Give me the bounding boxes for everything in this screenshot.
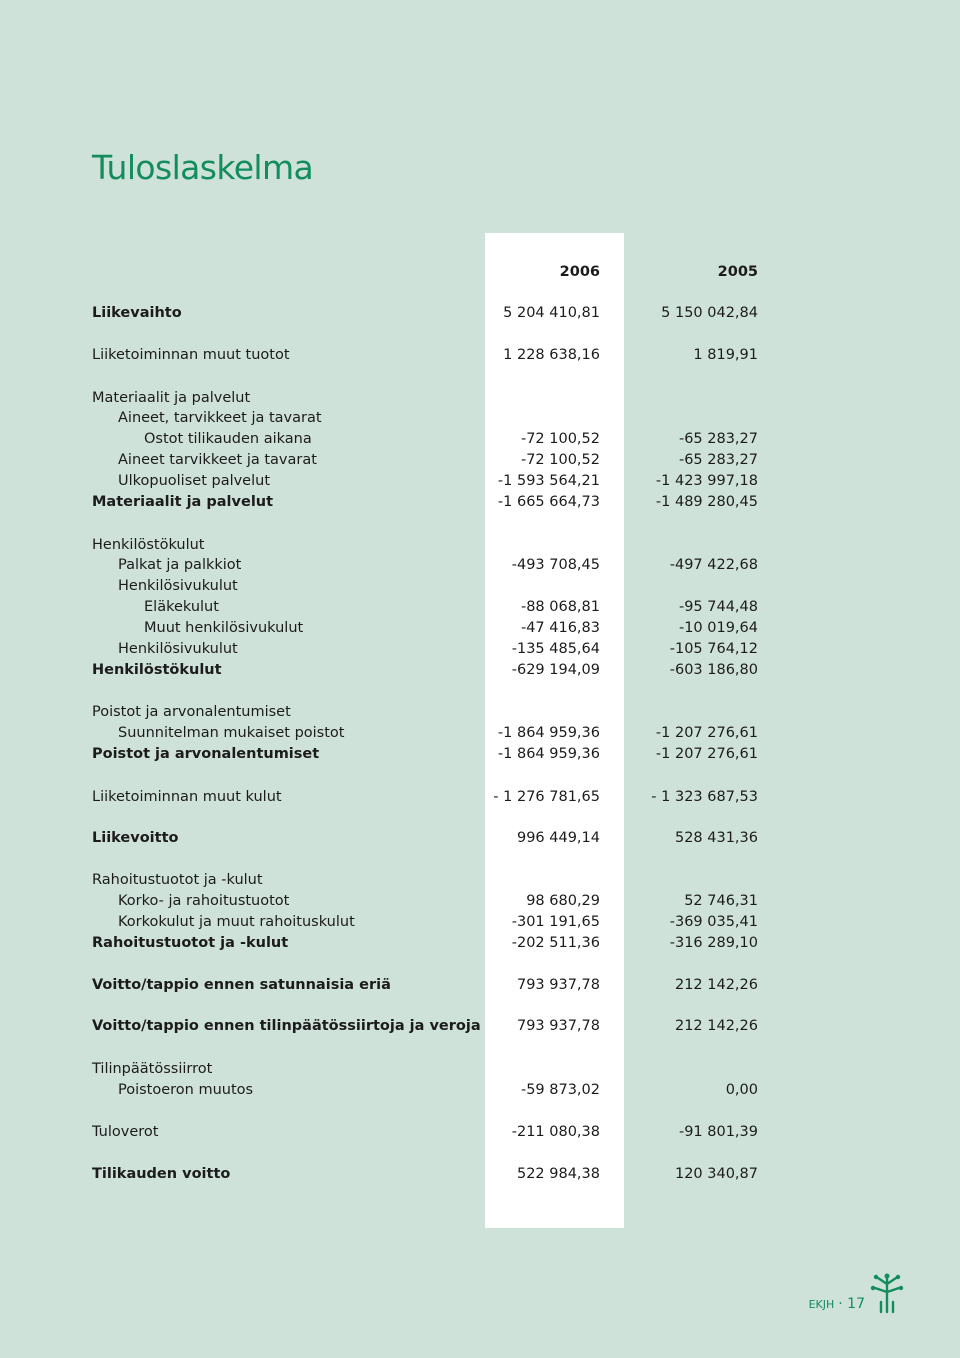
footer-brand: EKJH <box>808 1298 835 1311</box>
table-row <box>0 723 960 743</box>
value-2006: -72 100,52 <box>520 452 600 468</box>
footer-separator: · <box>838 1296 843 1312</box>
table-row <box>0 303 960 323</box>
row-label: Voitto/tappio ennen tilinpäätössiirtoja ja veroja <box>92 1018 481 1034</box>
table-row <box>0 408 960 428</box>
value-2006: -629 194,09 <box>511 662 600 678</box>
row-label: Rahoitustuotot ja -kulut <box>92 935 289 951</box>
row-label: Poistot ja arvonalentumiset <box>92 746 320 762</box>
value-2005: -497 422,68 <box>669 557 758 573</box>
value-2006: -301 191,65 <box>511 914 600 930</box>
row-label: Liikevoitto <box>92 830 179 846</box>
table-row <box>0 870 960 890</box>
table-row <box>0 1080 960 1100</box>
value-2006: 522 984,38 <box>516 1166 600 1182</box>
row-label: Materiaalit ja palvelut <box>92 494 274 510</box>
value-2005: -65 283,27 <box>678 452 758 468</box>
value-2006: -211 080,38 <box>511 1124 600 1140</box>
value-2005: -316 289,10 <box>669 935 758 951</box>
row-label: Eläkekulut <box>144 599 219 615</box>
row-label: Poistot ja arvonalentumiset <box>92 704 291 720</box>
value-2006: - 1 276 781,65 <box>493 789 600 805</box>
table-row <box>0 1059 960 1079</box>
value-2006: 996 449,14 <box>516 830 600 846</box>
row-label: Henkilösivukulut <box>118 578 238 594</box>
value-2005: -1 207 276,61 <box>655 725 758 741</box>
value-2006: -88 068,81 <box>520 599 600 615</box>
table-row <box>0 597 960 617</box>
value-2006: -135 485,64 <box>511 641 600 657</box>
value-2005: - 1 323 687,53 <box>651 789 758 805</box>
row-label: Poistoeron muutos <box>118 1082 254 1098</box>
row-label: Rahoitustuotot ja -kulut <box>92 872 263 888</box>
value-2005: -105 764,12 <box>669 641 758 657</box>
value-2006: 1 228 638,16 <box>503 347 600 363</box>
row-label: Materiaalit ja palvelut <box>92 390 251 406</box>
value-2005: 212 142,26 <box>674 1018 758 1034</box>
year-header-2006: 2006 <box>559 264 600 280</box>
value-2006: -1 665 664,73 <box>497 494 600 510</box>
table-row <box>0 1164 960 1184</box>
table-row <box>0 1016 960 1036</box>
row-label: Henkilöstökulut <box>92 662 222 678</box>
value-2006: -59 873,02 <box>520 1082 600 1098</box>
value-2005: 120 340,87 <box>674 1166 758 1182</box>
row-label: Ostot tilikauden aikana <box>144 431 312 447</box>
value-2005: -369 035,41 <box>669 914 758 930</box>
table-row <box>0 429 960 449</box>
table-row <box>0 639 960 659</box>
page-number: 17 <box>847 1296 865 1312</box>
value-2006: -202 511,36 <box>511 935 600 951</box>
value-2006: 793 937,78 <box>516 1018 600 1034</box>
value-2006: -72 100,52 <box>520 431 600 447</box>
table-row <box>0 660 960 680</box>
row-label: Liiketoiminnan muut tuotot <box>92 347 290 363</box>
table-row <box>0 744 960 764</box>
row-label: Suunnitelman mukaiset poistot <box>118 725 345 741</box>
value-2005: -603 186,80 <box>669 662 758 678</box>
value-2005: 1 819,91 <box>693 347 758 363</box>
table-row <box>0 933 960 953</box>
page-footer <box>809 1296 865 1312</box>
value-2005: -1 207 276,61 <box>655 746 758 762</box>
row-label: Aineet, tarvikkeet ja tavarat <box>118 410 322 426</box>
row-label: Muut henkilösivukulut <box>144 620 304 636</box>
value-2005: 212 142,26 <box>674 977 758 993</box>
page-title: Tuloslaskelma <box>92 148 314 187</box>
value-2005: 528 431,36 <box>674 830 758 846</box>
year-header-row <box>0 262 960 282</box>
value-2005: -95 744,48 <box>678 599 758 615</box>
table-row <box>0 912 960 932</box>
value-2006: -493 708,45 <box>511 557 600 573</box>
table-row <box>0 388 960 408</box>
row-label: Henkilöstökulut <box>92 537 205 553</box>
row-label: Liikevaihto <box>92 305 182 321</box>
table-row <box>0 975 960 995</box>
value-2005: -1 489 280,45 <box>655 494 758 510</box>
table-row <box>0 535 960 555</box>
value-2006: -1 864 959,36 <box>497 725 600 741</box>
table-row <box>0 618 960 638</box>
row-label: Korkokulut ja muut rahoituskulut <box>118 914 355 930</box>
row-label: Aineet tarvikkeet ja tavarat <box>118 452 317 468</box>
value-2005: -10 019,64 <box>678 620 758 636</box>
value-2006: -1 864 959,36 <box>497 746 600 762</box>
value-2005: -1 423 997,18 <box>655 473 758 489</box>
tree-logo-icon <box>870 1272 904 1316</box>
row-label: Ulkopuoliset palvelut <box>118 473 271 489</box>
value-2005: -65 283,27 <box>678 431 758 447</box>
row-label: Palkat ja palkkiot <box>118 557 242 573</box>
value-2006: 5 204 410,81 <box>503 305 600 321</box>
table-row <box>0 471 960 491</box>
value-2005: 0,00 <box>725 1082 758 1098</box>
table-row <box>0 450 960 470</box>
row-label: Korko- ja rahoitustuotot <box>118 893 290 909</box>
value-2006: 793 937,78 <box>516 977 600 993</box>
row-label: Liiketoiminnan muut kulut <box>92 789 282 805</box>
table-row <box>0 828 960 848</box>
row-label: Tilinpäätössiirrot <box>92 1061 213 1077</box>
year-header-2005: 2005 <box>717 264 758 280</box>
value-2006: -47 416,83 <box>520 620 600 636</box>
table-row <box>0 891 960 911</box>
table-row <box>0 702 960 722</box>
table-row <box>0 345 960 365</box>
row-label: Tuloverot <box>92 1124 159 1140</box>
value-2005: -91 801,39 <box>678 1124 758 1140</box>
value-2005: 52 746,31 <box>684 893 758 909</box>
value-2005: 5 150 042,84 <box>661 305 758 321</box>
table-row <box>0 555 960 575</box>
table-row <box>0 492 960 512</box>
table-row <box>0 576 960 596</box>
table-row <box>0 1122 960 1142</box>
table-row <box>0 787 960 807</box>
value-2006: -1 593 564,21 <box>497 473 600 489</box>
row-label: Henkilösivukulut <box>118 641 238 657</box>
row-label: Tilikauden voitto <box>92 1166 231 1182</box>
value-2006: 98 680,29 <box>526 893 600 909</box>
row-label: Voitto/tappio ennen satunnaisia eriä <box>92 977 391 993</box>
